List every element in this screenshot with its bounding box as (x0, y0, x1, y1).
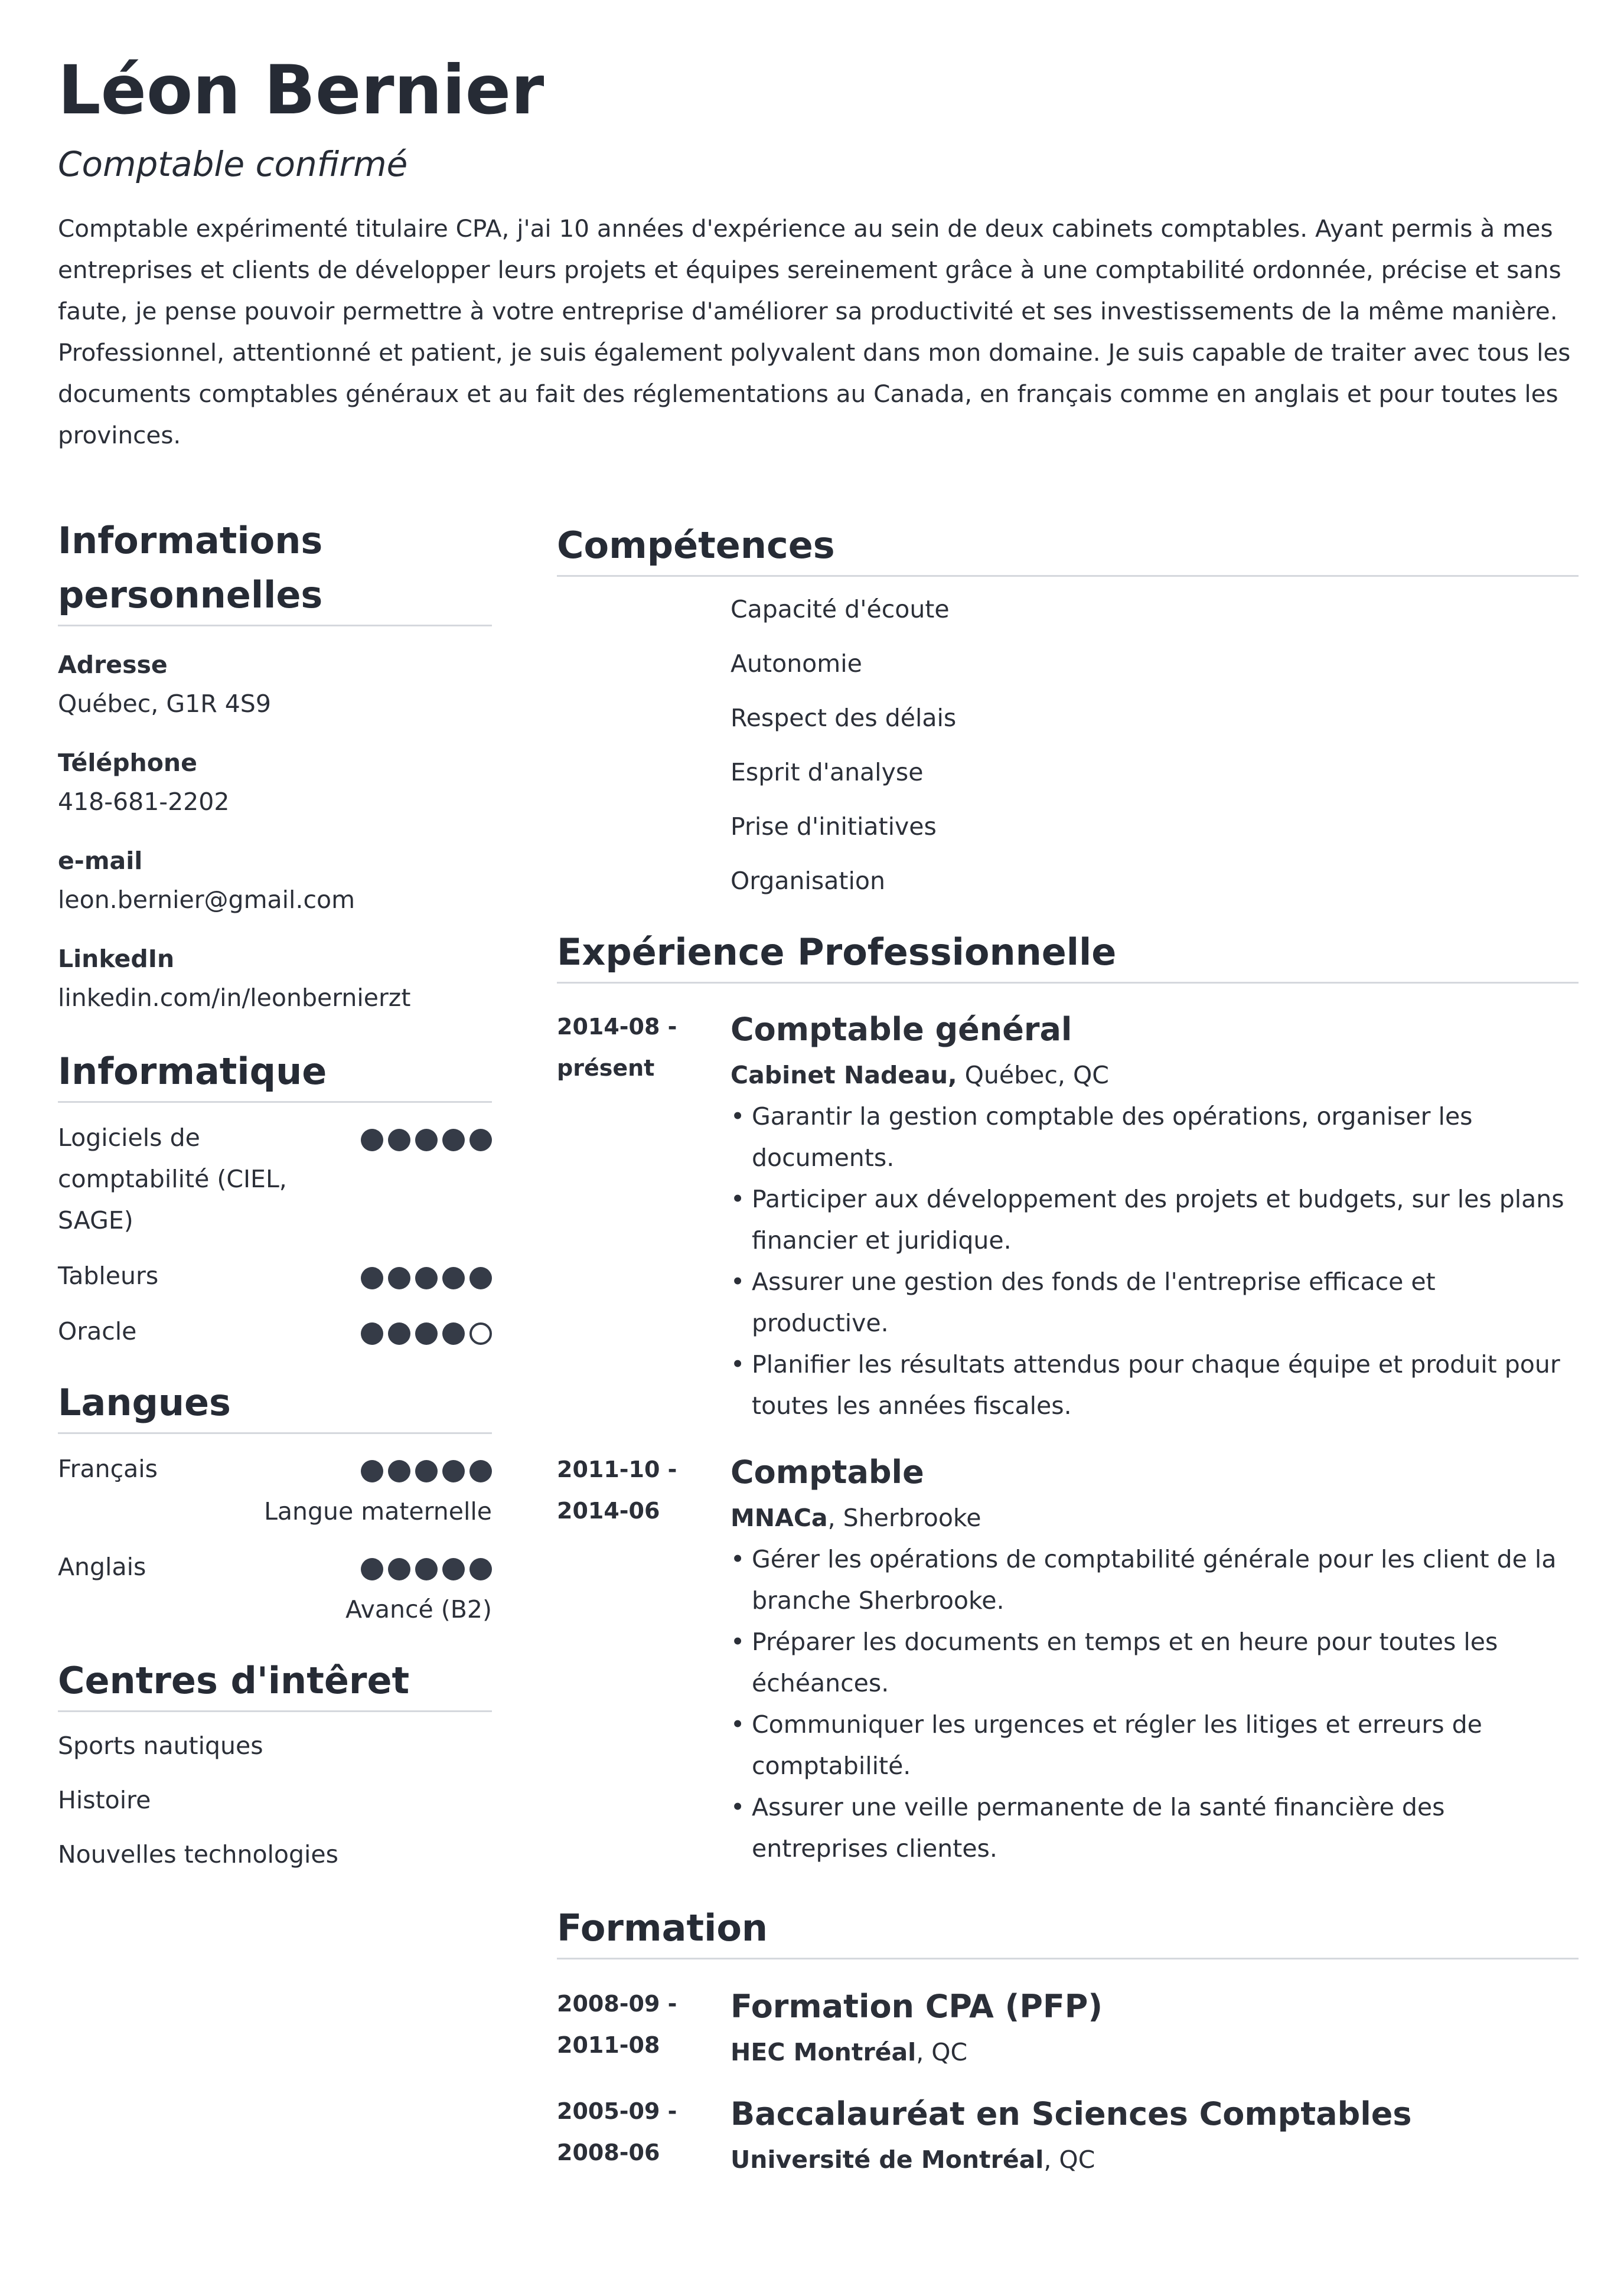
education-entry (557, 2091, 1579, 2180)
rating-dots (361, 1546, 492, 1580)
degree-title: Baccalauréat en Sciences Comptables (731, 2095, 1412, 2132)
linkedin-label: LinkedIn (58, 945, 175, 973)
it-skill-row (58, 1311, 492, 1352)
school-location: , QC (1043, 2145, 1095, 2174)
position-title: Comptable (731, 1454, 924, 1491)
interests-section (58, 1654, 492, 1875)
date-start: 2005-09 - (557, 2098, 677, 2124)
filled-dot-icon (415, 1129, 438, 1151)
skill-item: Autonomie (731, 649, 862, 678)
email-value[interactable]: leon.bernier@gmail.com (58, 886, 356, 914)
experience-entry (557, 1449, 1579, 1869)
filled-dot-icon (415, 1267, 438, 1289)
language-row (58, 1546, 492, 1588)
address-value: Québec, G1R 4S9 (58, 690, 271, 718)
filled-dot-icon (442, 1129, 465, 1151)
interest-item: Histoire (58, 1786, 151, 1814)
filled-dot-icon (361, 1129, 383, 1151)
duty-item: • Préparer les documents en temps et en heure pour toutes les échéances. (731, 1621, 1579, 1704)
entry-body (731, 1983, 1579, 2073)
filled-dot-icon (469, 1460, 492, 1482)
employer-line (731, 1497, 1579, 1539)
it-skill-row (58, 1255, 492, 1296)
filled-dot-icon (469, 1267, 492, 1289)
resume-header (58, 46, 1581, 456)
education-entry (557, 1983, 1579, 2073)
skill-item: Prise d'initiatives (731, 812, 937, 841)
date-end: 2014-06 (557, 1498, 660, 1524)
duty-item: • Participer aux développement des projets et budgets, sur les plans financier et juridique. (731, 1178, 1579, 1261)
date-start: 2008-09 - (557, 1991, 677, 2017)
left-column (58, 514, 492, 1895)
school-line (731, 2032, 1579, 2073)
skill-item: Capacité d'écoute (731, 595, 950, 623)
skill-item: Respect des délais (731, 704, 957, 732)
address-label: Adresse (58, 651, 168, 679)
duties-list (731, 1096, 1579, 1426)
date-start: 2014-08 - (557, 1014, 677, 1040)
experience-section (557, 925, 1579, 1869)
section-heading-skills: Compétences (557, 518, 1579, 577)
entry-body (731, 1449, 1579, 1869)
it-section (58, 1044, 492, 1352)
duties-list (731, 1539, 1579, 1869)
filled-dot-icon (415, 1322, 438, 1345)
entry-dates (557, 2091, 731, 2180)
skill-item: Organisation (731, 867, 885, 895)
filled-dot-icon (415, 1460, 438, 1482)
it-skill-name: Logiciels de comptabilité (CIEL, SAGE) (58, 1123, 287, 1234)
language-name: Français (58, 1455, 158, 1483)
it-skill-name: Oracle (58, 1317, 137, 1345)
duty-item: • Communiquer les urgences et régler les litiges et erreurs de comptabilité. (731, 1704, 1579, 1786)
experience-entry (557, 1006, 1579, 1426)
empty-dot-icon (469, 1322, 492, 1345)
rating-dots (361, 1117, 492, 1151)
duty-item: • Garantir la gestion comptable des opérations, organiser les documents. (731, 1096, 1579, 1178)
language-name: Anglais (58, 1553, 146, 1581)
skill-item: Esprit d'analyse (731, 758, 924, 786)
section-heading-interests: Centres d'intêret (58, 1654, 492, 1712)
rating-dots (361, 1311, 492, 1345)
filled-dot-icon (415, 1558, 438, 1580)
filled-dot-icon (469, 1129, 492, 1151)
section-heading-languages: Langues (58, 1376, 492, 1434)
entry-body (731, 2091, 1579, 2180)
date-start: 2011-10 - (557, 1456, 677, 1482)
date-end: 2008-06 (557, 2140, 660, 2166)
languages-section (58, 1376, 492, 1630)
language-level: Avancé (B2) (345, 1595, 492, 1624)
interest-item: Sports nautiques (58, 1732, 263, 1760)
filled-dot-icon (388, 1322, 410, 1345)
personal-info-section (58, 514, 492, 1018)
phone-label: Téléphone (58, 749, 197, 777)
interest-item: Nouvelles technologies (58, 1840, 339, 1869)
filled-dot-icon (388, 1267, 410, 1289)
duty-item: • Assurer une gestion des fonds de l'entreprise efficace et productive. (731, 1261, 1579, 1344)
filled-dot-icon (361, 1267, 383, 1289)
entry-body (731, 1006, 1579, 1426)
linkedin-value[interactable]: linkedin.com/in/leonbernierzt (58, 984, 411, 1012)
duty-item: • Gérer les opérations de comptabilité générale pour les client de la branche Sherbrooke. (731, 1539, 1579, 1621)
profile-summary: Comptable expérimenté titulaire CPA, j'ai 10 années d'expérience au sein de deux cabinets comptables. Ayant permis à mes entreprises et clients de développer leurs projets et équipes sereinement grâce à une comptabilité ordonnée, précise et sans faute, je pense pouvoir permettre à votre entreprise d'améliorer sa productivité et ses investissements de la même manière. Professionnel, attentionné et patient, je suis également polyvalent dans mon domaine. Je suis capable de traiter avec tous les documents comptables généraux et au fait des réglementations au Canada, en français comme en anglais et pour toutes les provinces. (58, 214, 1571, 449)
employer-location: , Sherbrooke (827, 1504, 981, 1532)
duty-item: • Planifier les résultats attendus pour chaque équipe et produit pour toutes les années fiscales. (731, 1344, 1579, 1426)
duty-item: • Assurer une veille permanente de la santé financière des entreprises clientes. (731, 1786, 1579, 1869)
school-name: HEC Montréal (731, 2038, 917, 2066)
degree-title: Formation CPA (PFP) (731, 1988, 1103, 2025)
phone-value: 418-681-2202 (58, 788, 230, 816)
filled-dot-icon (388, 1558, 410, 1580)
section-heading-experience: Expérience Professionnelle (557, 925, 1579, 984)
language-level: Langue maternelle (264, 1497, 492, 1526)
it-skill-row (58, 1117, 492, 1241)
filled-dot-icon (388, 1460, 410, 1482)
school-location: , QC (916, 2038, 968, 2066)
date-end: 2011-08 (557, 2032, 660, 2058)
entry-dates (557, 1006, 731, 1426)
language-row (58, 1448, 492, 1490)
section-heading-personal: Informations personnelles (58, 514, 492, 626)
entry-dates (557, 1983, 731, 2073)
rating-dots (361, 1255, 492, 1289)
filled-dot-icon (361, 1558, 383, 1580)
section-heading-education: Formation (557, 1901, 1579, 1959)
position-title: Comptable général (731, 1011, 1072, 1048)
entry-dates (557, 1449, 731, 1869)
rating-dots (361, 1448, 492, 1482)
section-heading-it: Informatique (58, 1044, 492, 1103)
it-skill-name: Tableurs (58, 1262, 159, 1290)
filled-dot-icon (442, 1322, 465, 1345)
employer-name: Cabinet Nadeau, (731, 1061, 957, 1089)
school-line (731, 2139, 1579, 2180)
skills-section (557, 518, 1579, 902)
filled-dot-icon (388, 1129, 410, 1151)
employer-location: Québec, QC (957, 1061, 1109, 1089)
right-column (557, 518, 1579, 2180)
email-label: e-mail (58, 847, 143, 875)
education-section (557, 1901, 1579, 2180)
employer-line (731, 1054, 1579, 1096)
job-title: Comptable confirmé (58, 144, 408, 184)
candidate-name: Léon Bernier (58, 51, 544, 129)
filled-dot-icon (361, 1460, 383, 1482)
filled-dot-icon (442, 1558, 465, 1580)
filled-dot-icon (442, 1460, 465, 1482)
filled-dot-icon (442, 1267, 465, 1289)
skills-list (557, 589, 1579, 902)
filled-dot-icon (361, 1322, 383, 1345)
date-end: présent (557, 1055, 655, 1081)
filled-dot-icon (469, 1558, 492, 1580)
school-name: Université de Montréal (731, 2145, 1044, 2174)
employer-name: MNACa (731, 1504, 828, 1532)
